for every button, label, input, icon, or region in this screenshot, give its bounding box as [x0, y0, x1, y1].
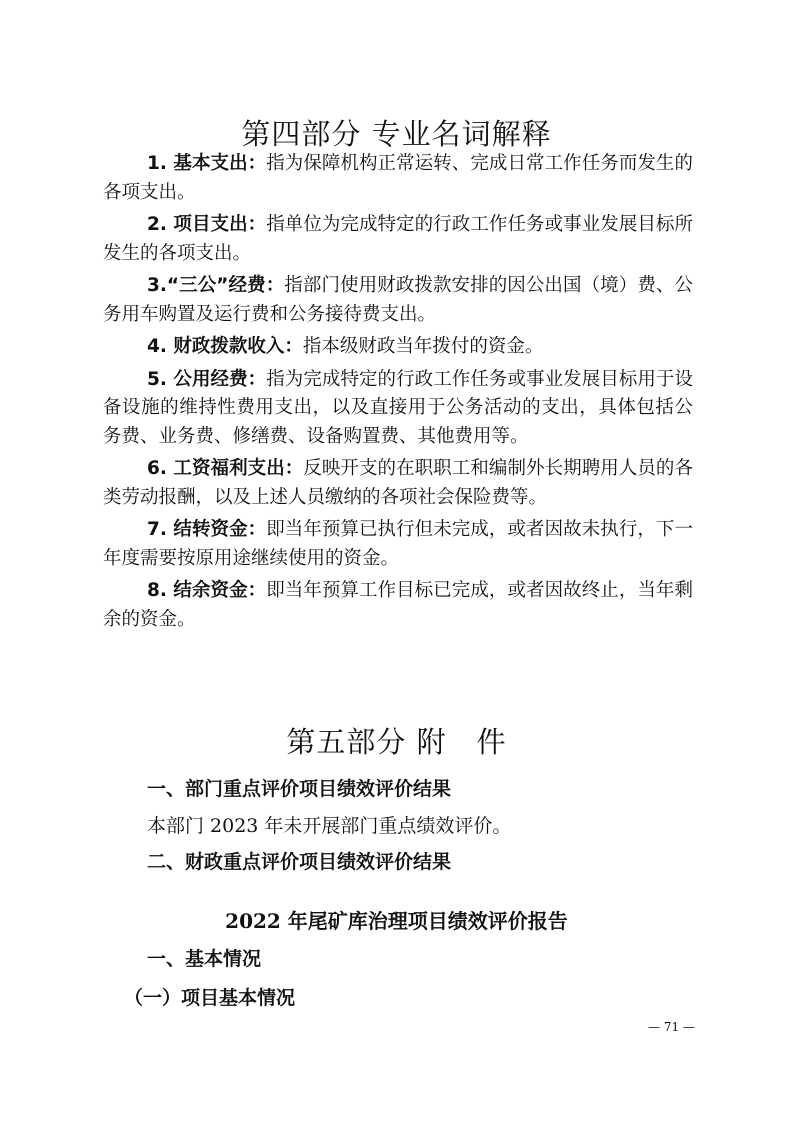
report-heading-2: （一）项目基本情况: [124, 987, 296, 1009]
glossary-item: [103, 272, 693, 329]
report-heading-1: 一、基本情况: [147, 948, 262, 970]
term-text: 指单位为完成特定的行政工作任务或事业发展目标所发生的各项支出。: [103, 214, 693, 264]
term-text: 即当年预算工作目标已完成，或者因故终止，当年剩余的资金。: [103, 580, 693, 630]
term-text: 指为完成特定的行政工作任务或事业发展目标用于设备设施的维持性费用支出，以及直接用于公务活动的支出，具体包括公务费、业务费、修缮费、设备购置费、其他费用等。: [103, 368, 693, 447]
term-key: 7. 结转资金：: [147, 519, 267, 540]
term-text: 指部门使用财政拨款安排的因公出国（境）费、公务用车购置及运行费和公务接待费支出。: [103, 275, 693, 325]
glossary-list: [103, 150, 693, 638]
term-key: 3.“三公”经费：: [147, 275, 285, 296]
glossary-item: [103, 150, 693, 207]
section2-heading: 二、财政重点评价项目绩效评价结果: [147, 851, 452, 873]
page-number: — 71 —: [648, 1020, 695, 1034]
term-key: 1. 基本支出：: [147, 153, 267, 174]
term-text: 指本级财政当年拨付的资金。: [302, 336, 544, 357]
glossary-item: [103, 333, 693, 362]
term-key: 4. 财政拨款收入：: [147, 336, 303, 357]
term-key: 2. 项目支出：: [147, 214, 267, 235]
glossary-item: [103, 366, 693, 452]
report-title: 2022 年尾矿库治理项目绩效评价报告: [225, 909, 568, 933]
section1-heading: 一、部门重点评价项目绩效评价结果: [147, 778, 452, 800]
part4-title: 第四部分 专业名词解释: [241, 117, 552, 151]
part5-title: 第五部分 附 件: [286, 725, 507, 759]
term-text: 指为保障机构正常运转、完成日常工作任务而发生的各项支出。: [103, 153, 693, 203]
term-key: 8. 结余资金：: [147, 580, 267, 601]
term-text: 反映开支的在职职工和编制外长期聘用人员的各类劳动报酬，以及上述人员缴纳的各项社会保险费等。: [103, 458, 693, 508]
section1-text: 本部门 2023 年未开展部门重点绩效评价。: [147, 815, 512, 837]
term-text: 即当年预算已执行但未完成，或者因故未执行，下一年度需要按原用途继续使用的资金。: [103, 519, 693, 569]
glossary-item: [103, 577, 693, 634]
term-key: 5. 公用经费：: [147, 368, 267, 390]
glossary-item: [103, 455, 693, 512]
term-key: 6. 工资福利支出：: [147, 458, 304, 479]
glossary-item: [103, 516, 693, 573]
glossary-item: [103, 211, 693, 268]
